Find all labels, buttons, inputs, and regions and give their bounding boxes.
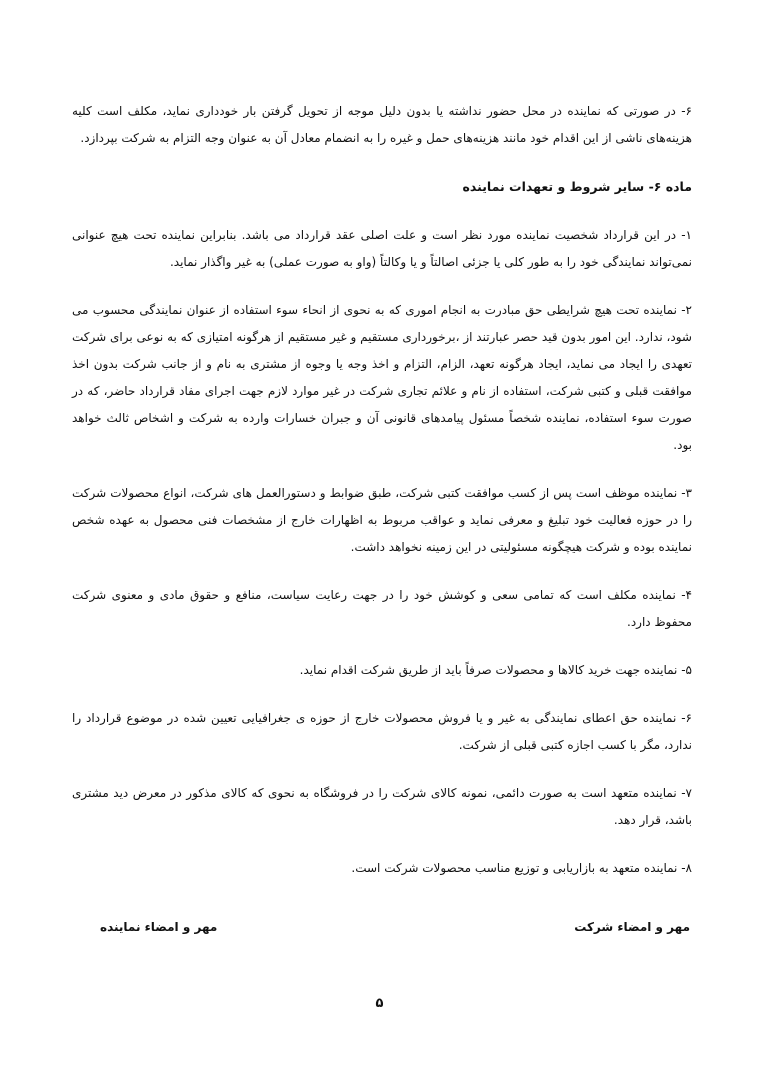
clause-2: ۲- نماینده تحت هیچ شرایطی حق مبادرت به انجام اموری که به نحوی از انحاء سوء استفاده از عنوان نمایندگی محسوب می شود، ندارد. این امور بدون قید حصر عبارتند از ،برخورداری مستقیم و غیر مستقیم از هرگونه امتیازی که به نوعی برای شرکت تعهدی را ایجاد می نماید، ایجاد هرگونه تعهد، الزام، التزام و اخذ وجه یا وجوه از مشتری به نام و از جانب شرکت بدون اخذ موافقت قبلی و کتبی شرکت، استفاده از نام و علائم تجاری شرکت در غیر موارد لازم جهت اجرای مفاد قرارداد حاضر، که در صورت سوء استفاده، نماینده شخصاً مسئول پیامدهای قانونی آن و جبران خسارات وارده به شرکت و اشخاص ثالث خواهد بود. — [72, 303, 692, 452]
page-number: ۵ — [375, 996, 384, 1011]
clause-8: ۸- نماینده متعهد به بازاریابی و توزیع مناسب محصولات شرکت است. — [351, 861, 692, 875]
company-signature-label: مهر و امضاء شرکت — [574, 920, 690, 934]
clause-1: ۱- در این قرارداد شخصیت نماینده مورد نظر است و علت اصلی عقد قرارداد می باشد. بنابراین نماینده تحت هیچ عنوانی نمی‌تواند نمایندگی خود را به طور کلی یا جزئی اصالتاً و یا وکالتاً (واو به صورت عملی) به غیر واگذار نماید. — [72, 228, 692, 269]
representative-signature-label: مهر و امضاء نماینده — [100, 920, 218, 934]
clause-7: ۷- نماینده متعهد است به صورت دائمی، نمونه کالای شرکت را در فروشگاه به نحوی که کالای مذکور در معرض دید مشتری باشد، قرار دهد. — [72, 786, 692, 827]
clause-3: ۳- نماینده موظف است پس از کسب موافقت کتبی شرکت، طبق ضوابط و دستورالعمل های شرکت، انواع محصولات شرکت را در حوزه فعالیت خود تبلیغ و معرفی نماید و عواقب مربوط به اظهارات خارج از مشخصات فنی محصول به عهده شخص نماینده بوده و شرکت هیچگونه مسئولیتی در این زمینه نخواهد داشت. — [72, 486, 692, 554]
section-heading: ماده ۶- سایر شروط و تعهدات نماینده — [462, 179, 692, 194]
clause-5: ۵- نماینده جهت خرید کالاها و محصولات صرفاً باید از طریق شرکت اقدام نماید. — [299, 663, 692, 677]
document-body — [72, 98, 692, 903]
clause-6: ۶- نماینده حق اعطای نمایندگی به غیر و یا فروش محصولات خارج از حوزه ی جغرافیایی تعیین شده در موضوع قرارداد را ندارد، مگر با کسب اجازه کتبی قبلی از شرکت. — [72, 711, 692, 752]
paragraph-penalty: ۶- در صورتی که نماینده در محل حضور نداشته یا بدون دلیل موجه از تحویل گرفتن بار خودداری نماید، مکلف است کلیه هزینه‌های ناشی از این اقدام خود مانند هزینه‌های حمل و غیره را به انضمام معادل آن به عنوان وجه التزام به شرکت بپردازد. — [72, 104, 692, 145]
clause-4: ۴- نماینده مکلف است که تمامی سعی و کوشش خود را در جهت رعایت سیاست، منافع و حقوق مادی و معنوی شرکت محفوظ دارد. — [72, 588, 692, 629]
